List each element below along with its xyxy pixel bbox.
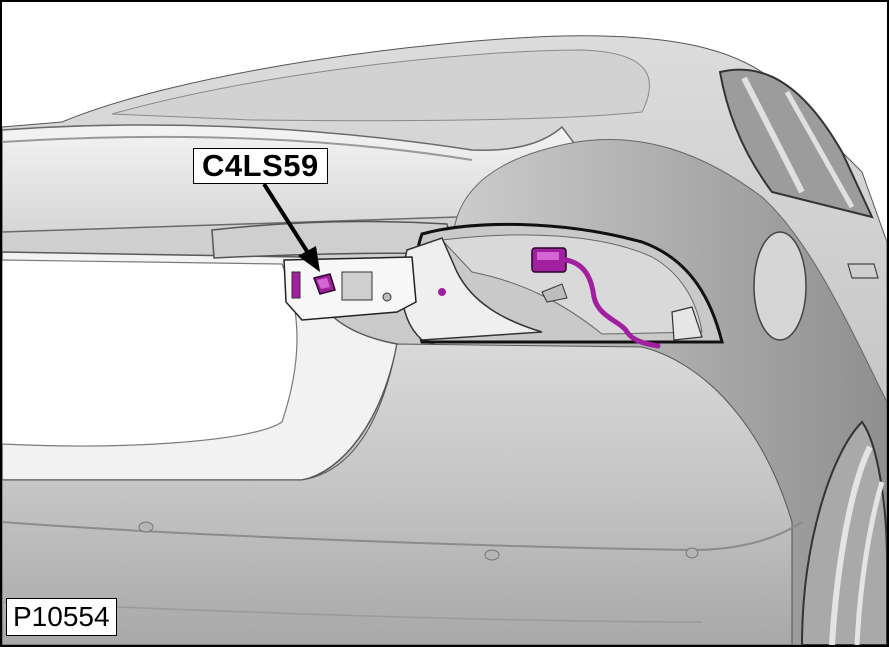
panel-cutout <box>342 272 372 300</box>
parking-sensor <box>139 522 153 532</box>
parking-sensor <box>686 548 698 558</box>
connector-callout-label: C4LS59 <box>193 148 328 184</box>
door-handle <box>848 264 878 278</box>
lamp-harness-connector <box>532 248 566 272</box>
plate-recess <box>2 260 297 446</box>
parking-sensor <box>485 550 499 560</box>
panel-hole <box>383 293 391 301</box>
bracket-hole <box>438 288 446 296</box>
panel-slot <box>292 272 300 298</box>
fuel-flap <box>754 232 806 340</box>
vehicle-illustration <box>2 2 887 645</box>
figure-id-label: P10554 <box>6 598 117 636</box>
